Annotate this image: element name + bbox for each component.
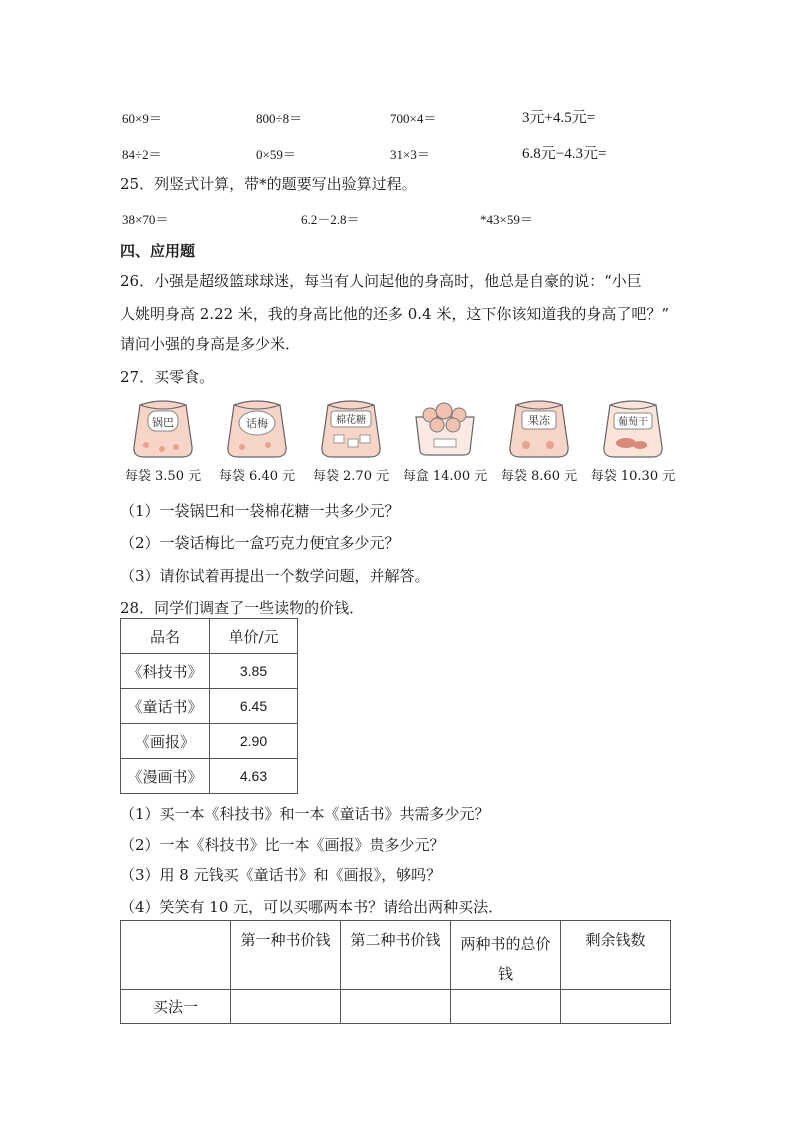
snack-price: 每袋 8.60 元	[500, 469, 578, 484]
snack-item	[306, 395, 396, 485]
snack-item	[118, 395, 208, 485]
question-28-sub: （2）一本《科技书》比一本《画报》贵多少元？	[120, 836, 445, 854]
table-header-row	[121, 619, 298, 654]
table-header-cell: 单价/元	[210, 619, 298, 654]
calc-item: 3元+4.5元=	[522, 110, 596, 126]
snack-bag-icon	[502, 395, 576, 461]
table-cell: 《漫画书》	[121, 759, 210, 794]
calc-item: 800÷8＝	[256, 111, 303, 126]
table-cell	[561, 990, 671, 1024]
snack-bag-icon	[596, 395, 670, 461]
table-header-cell: 品名	[121, 619, 210, 654]
table-cell: 4.63	[210, 759, 298, 794]
snack-price: 每袋 10.30 元	[590, 469, 676, 484]
snack-item	[212, 395, 302, 485]
table-cell	[341, 990, 451, 1024]
table-header-cell: 剩余钱数	[561, 921, 671, 990]
table-cell: 《科技书》	[121, 654, 210, 689]
snack-price: 每袋 2.70 元	[312, 469, 390, 484]
table-cell: 3.85	[210, 654, 298, 689]
table-row	[121, 990, 671, 1024]
snack-label: 话梅	[246, 417, 268, 430]
snack-item	[400, 395, 490, 485]
calc-item: *43×59＝	[480, 212, 533, 227]
table-header-cell	[121, 921, 231, 990]
table-cell: 《童话书》	[121, 689, 210, 724]
calc-item: 6.2－2.8＝	[301, 212, 360, 227]
question-28-sub: （4）笑笑有 10 元，可以买哪两本书？请给出两种买法．	[120, 898, 504, 916]
question-27-sub: （2）一袋话梅比一盒巧克力便宜多少元？	[120, 534, 400, 552]
table-cell	[231, 990, 341, 1024]
snack-illustrations	[118, 395, 678, 487]
calc-item: 6.8元−4.3元=	[522, 146, 607, 162]
calc-item: 38×70＝	[122, 212, 169, 227]
question-28-sub: （1）买一本《科技书》和一本《童话书》共需多少元？	[120, 805, 490, 823]
purchase-plan-table	[120, 920, 671, 1024]
question-27-sub: （1）一袋锅巴和一袋棉花糖一共多少元？	[120, 502, 400, 520]
calc-item: 84÷2＝	[122, 147, 162, 162]
table-cell: 6.45	[210, 689, 298, 724]
snack-label: 葡萄干	[618, 417, 648, 428]
snack-price: 每袋 6.40 元	[218, 469, 296, 484]
question-26-line: 人姚明身高 2.22 米，我的身高比他的还多 0.4 米，这下你该知道我的身高了吧？”	[120, 305, 669, 323]
calc-item: 31×3＝	[390, 147, 430, 162]
snack-bag-icon	[220, 395, 294, 461]
question-28-title: 28．同学们调查了一些读物的价钱．	[120, 599, 365, 617]
snack-price: 每袋 3.50 元	[124, 469, 202, 484]
snack-bag-icon	[126, 395, 200, 461]
question-26-line: 26．小强是超级篮球球迷，每当有人问起他的身高时，他总是自豪的说：“小巨	[120, 272, 642, 290]
snack-label: 棉花糖	[336, 415, 366, 426]
table-header-cell: 第二种书价钱	[341, 921, 451, 990]
question-28-sub: （3）用 8 元钱买《童话书》和《画报》，够吗？	[120, 866, 442, 884]
table-header-cell: 第一种书价钱	[231, 921, 341, 990]
table-cell: 买法一	[121, 990, 231, 1024]
table-cell	[451, 990, 561, 1024]
header-text-wrap: 钱	[497, 965, 513, 983]
snack-bag-icon	[314, 395, 388, 461]
snack-item	[494, 395, 584, 485]
chocolate-box-icon	[408, 395, 482, 461]
table-cell: 《画报》	[121, 724, 210, 759]
snack-label: 果冻	[528, 414, 550, 427]
calc-item: 60×9＝	[122, 111, 162, 126]
snack-label: 锅巴	[152, 416, 174, 429]
snack-item	[588, 395, 678, 485]
table-header-cell	[451, 921, 561, 990]
table-cell: 2.90	[210, 724, 298, 759]
question-26-line: 请问小强的身高是多少米．	[120, 335, 301, 353]
price-table	[120, 618, 298, 794]
table-row	[121, 724, 298, 759]
section-title: 四、应用题	[120, 242, 196, 260]
question-27-sub: （3）请你试着再提出一个数学问题，并解答。	[120, 567, 430, 585]
header-text: 两种书的总价	[460, 935, 551, 953]
table-row	[121, 759, 298, 794]
snack-price: 每盒 14.00 元	[402, 469, 488, 484]
question-27-title: 27．买零食。	[120, 368, 215, 386]
table-row	[121, 654, 298, 689]
calc-item: 700×4＝	[390, 111, 437, 126]
table-header-row	[121, 921, 671, 990]
question-25-title: 25．列竖式计算，带*的题要写出验算过程。	[120, 175, 417, 193]
calc-item: 0×59＝	[256, 147, 296, 162]
table-row	[121, 689, 298, 724]
